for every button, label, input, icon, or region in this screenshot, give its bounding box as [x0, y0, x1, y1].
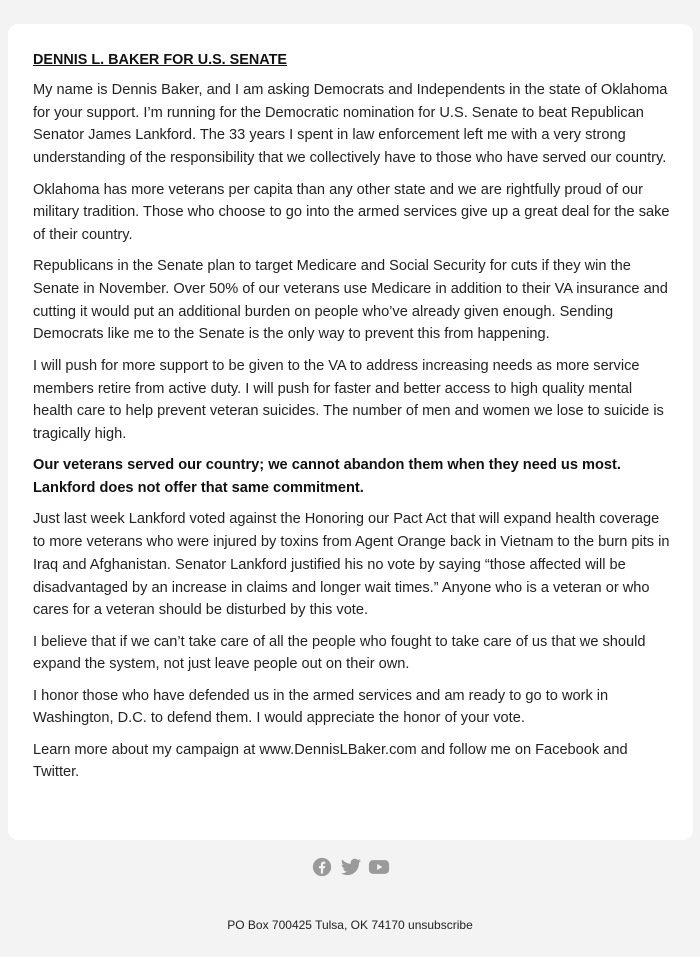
twitter-icon[interactable] — [340, 856, 360, 878]
footer — [0, 855, 700, 879]
paragraph-honor: I honor those who have defended us in the armed services and am ready to go to work in Washington, D.C. to defend them. I would appreciate the honor of your vote. — [33, 687, 609, 727]
paragraph-expand-system: I believe that if we can’t take care of all the people who fought to take care of us that we should expand the system, not just leave people out on their own. — [33, 633, 646, 673]
youtube-icon[interactable] — [368, 856, 388, 878]
email-card — [8, 24, 693, 840]
paragraph-va-support: I will push for more support to be given to the VA to address increasing needs as more service members retire from active duty. I will push for faster and better access to high quality mental health care to help prevent veteran suicides. The number of men and women we lose to suicide is tragically high. — [33, 357, 664, 442]
paragraph-pact-act: Just last week Lankford voted against the Honoring our Pact Act that will expand health coverage to more veterans who were injured by toxins from Agent Orange back in Vietnam to the burn pits in Iraq and Afghanistan. Senator Lankford justified his no vote by saying “those affected will be disadvantaged by an increase in claims and longer wait times.” Anyone who is a veteran or who cares for a veteran should be disturbed by this vote. — [33, 511, 670, 619]
footer-address — [0, 917, 700, 933]
paragraph-medicare: Republicans in the Senate plan to target Medicare and Social Security for cuts if they win the Senate in November. Over 50% of our veterans use Medicare in addition to their VA insurance and cutting it would put an additional burden on people who’ve already given enough. Sending Democrats like me to the Senate is the only way to prevent this from happening. — [33, 258, 668, 343]
unsubscribe-link[interactable]: unsubscribe — [408, 918, 473, 932]
social-links — [0, 855, 700, 879]
paragraph-veterans: Oklahoma has more veterans per capita than any other state and we are rightfully proud of our military tradition. Those who choose to go into the armed services give up a great deal for the sake of their country. — [33, 181, 670, 243]
paragraph-intro: My name is Dennis Baker, and I am asking Democrats and Independents in the state of Oklahoma for your support. I’m running for the Democratic nomination for U.S. Senate to beat Republican Senator James Lankford. The 33 years I spent in law enforcement left me with a very strong understanding of the responsibility that we collectively have to those who have served our country. — [33, 82, 668, 167]
facebook-icon[interactable] — [312, 856, 332, 878]
paragraph-commitment: Our veterans served our country; we cannot abandon them when they need us most. Lankford does not offer that same commitment. — [33, 457, 621, 496]
address-text: PO Box 700425 Tulsa, OK 74170 — [227, 918, 405, 932]
paragraph-learn-more: Learn more about my campaign at www.DennisLBaker.com and follow me on Facebook and Twitter. — [33, 741, 628, 781]
headline: DENNIS L. BAKER FOR U.S. SENATE — [33, 52, 287, 68]
